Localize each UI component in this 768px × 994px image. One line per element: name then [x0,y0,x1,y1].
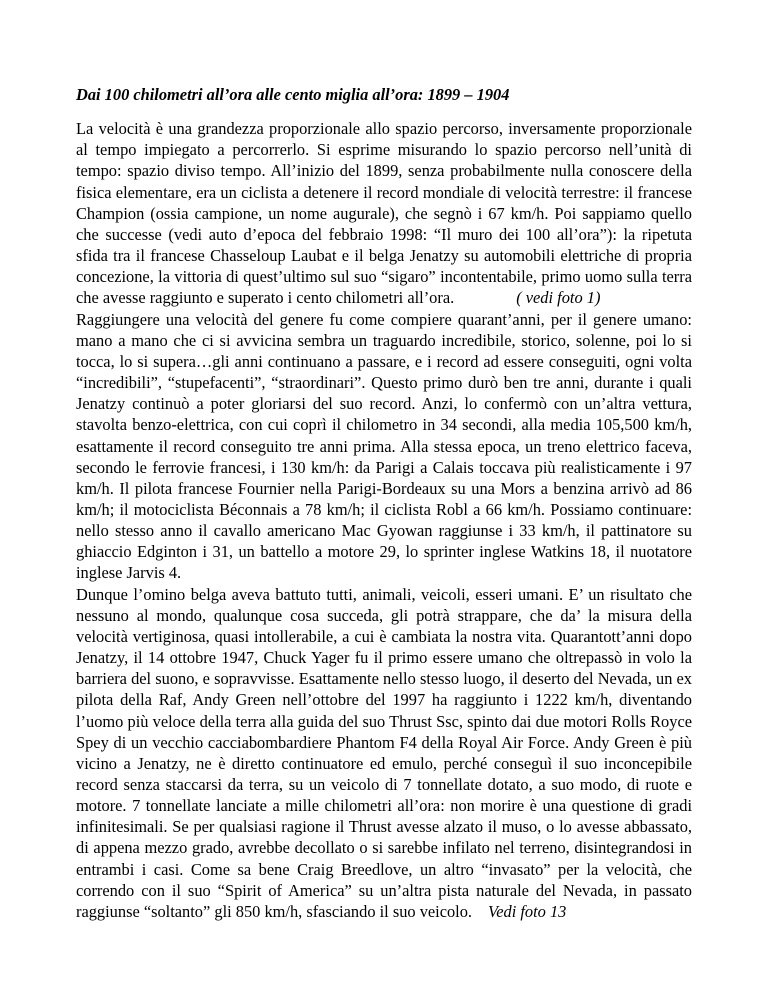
document-title: Dai 100 chilometri all’ora alle cento miglia all’ora: 1899 – 1904 [76,85,510,104]
photo-reference: ( vedi foto 1) [516,288,601,308]
paragraph-speed-definition [76,118,692,308]
paragraph-jenatzy-legacy [76,584,692,923]
paragraph-text: La velocità è una grandezza proporzionale allo spazio percorso, inversamente proporzionale al tempo impiegato a percorrerlo. Si esprime misurando lo spazio percorso nell’unità di tempo: spazio diviso tempo. All’inizio del 1899, senza probabilmente nulla conoscere della fisica elementare, era un ciclista a detenere il record mondiale di velocità terrestre: il francese Champion (ossia campione, un nome augurale), che segnò i 67 km/h. Poi sappiamo quello che successe (vedi auto d’epoca del febbraio 1998: “Il muro dei 100 all’ora”): la ripetuta sfida tra il francese Chasseloup Laubat e il belga Jenatzy su automobili elettriche di propria concezione, la vittoria di quest’ultimo sul suo “sigaro” incontentabile, primo uomo sulla terra che avesse raggiunto e superato i cento chilometri all’ora. [76,119,692,308]
photo-reference: Vedi foto 13 [488,901,567,921]
paragraph-records [76,309,692,584]
paragraph-text: Dunque l’omino belga aveva battuto tutti, animali, veicoli, esseri umani. E’ un risultato che nessuno al mondo, qualunque cosa succeda, gli potrà strappare, che da’ la misura della velocità vertiginosa, quasi intollerabile, a cui è cambiata la nostra vita. Quarantott’anni dopo Jenatzy, il 14 ottobre 1947, Chuck Yager fu il primo essere umano che oltrepassò in volo la barriera del suono, e sopravvisse. Esattamente nello stesso luogo, il deserto del Nevada, un ex pilota della Raf, Andy Green nell’ottobre del 1997 ha raggiunto i 1222 km/h, diventando l’uomo più veloce della terra alla guida del suo Thrust Ssc, spinto dai due motori Rolls Royce Spey di un vecchio cacciabombardiere Phantom F4 della Royal Air Force. Andy Green è più vicino a Jenatzy, ne è diretto continuatore ed emulo, perché conseguì il suo inconcepibile record senza staccarsi da terra, su un veicolo di 7 tonnellate dotato, a suo modo, di ruote e motore. 7 tonnellate lanciate a mille chilometri all’ora: non morire è una questione di gradi infinitesimali. Se per qualsiasi ragione il Thrust avesse alzato il muso, o lo avesse abbassato, di appena mezzo grado, avrebbe decollato o si sarebbe infilato nel terreno, disintegrandosi in entrambi i casi. Come sa bene Craig Breedlove, un altro “invasato” per la velocità, che correndo con il suo “Spirit of America” su un’altra pista naturale del Nevada, in passato raggiunse “soltanto” gli 850 km/h, sfasciando il suo veicolo. [76,584,692,921]
document-page [76,84,692,922]
paragraph-text: Raggiungere una velocità del genere fu come compiere quarant’anni, per il genere umano: mano a mano che ci si avvicina sembra un traguardo incredibile, storico, solenne, poi lo si tocca, lo si supera…gli anni continuano a passare, e i record ad essere conseguiti, ogni volta “incredibili”, “stupefacenti”, “straordinari”. Questo primo durò ben tre anni, durante i quali Jenatzy continuò a poter gloriarsi del suo record. Anzi, lo confermò con un’altra vettura, stavolta benzo-elettrica, con cui coprì il chilometro in 34 secondi, alla media 105,500 km/h, esattamente il record conseguito tre anni prima. Alla stessa epoca, un treno elettrico faceva, secondo le ferrovie francesi, i 130 km/h: da Parigi a Calais toccava più realisticamente i 97 km/h. Il pilota francese Fournier nella Parigi-Bordeaux su una Mors a benzina arrivò ad 86 km/h; il motociclista Béconnais a 78 km/h; il ciclista Robl a 66 km/h. Possiamo continuare: nello stesso anno il cavallo americano Mac Gyowan raggiunse i 33 km/h, il pattinatore su ghiaccio Edginton i 31, un battello a motore 29, lo sprinter inglese Watkins 18, il nuotatore inglese Jarvis 4. [76,309,692,583]
